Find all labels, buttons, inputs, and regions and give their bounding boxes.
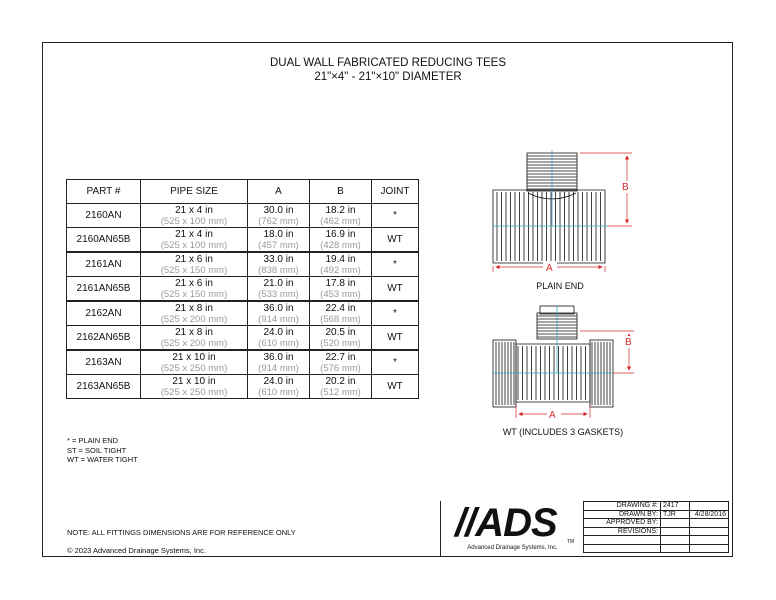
drawn-date: 4/28/2016 xyxy=(690,510,729,519)
dim-b-label-1: B xyxy=(622,182,629,193)
a-mm: (610 mm) xyxy=(258,337,299,349)
b-in: 22.4 in xyxy=(325,302,356,314)
a-mm: (610 mm) xyxy=(258,386,299,398)
pipe-size-mm: (525 x 150 mm) xyxy=(160,264,228,276)
ads-company-name: Advanced Drainage Systems, Inc. xyxy=(467,545,558,551)
drawing-title: DUAL WALL FABRICATED REDUCING TEES xyxy=(269,57,506,69)
drawn-by-value: TJR xyxy=(661,510,690,519)
drawing-subtitle: 21"×4" - 21"×10" DIAMETER xyxy=(314,71,462,83)
legend-soil-tight: ST = SOIL TIGHT xyxy=(67,445,127,455)
pipe-size-in: 21 x 4 in xyxy=(175,228,213,240)
dim-b-label-2: B xyxy=(625,337,632,348)
a-in: 30.0 in xyxy=(263,204,294,216)
drawing-number-value: 2417 xyxy=(661,502,690,511)
dim-a-label-2: A xyxy=(549,410,556,421)
revisions-label: REVISIONS: xyxy=(584,527,661,536)
title-block-row xyxy=(584,544,729,553)
cell-joint: WT xyxy=(372,277,419,302)
approved-by-value xyxy=(661,519,690,528)
ads-logo-mark: //ADS xyxy=(455,501,557,545)
a-in: 21.0 in xyxy=(263,277,294,289)
b-in: 19.4 in xyxy=(325,253,356,265)
cell-joint: * xyxy=(372,350,419,375)
cell-joint: WT xyxy=(372,326,419,351)
wt-tee-drawing xyxy=(493,306,613,407)
b-in: 20.5 in xyxy=(325,326,356,338)
title-block xyxy=(583,501,729,553)
b-mm: (492 mm) xyxy=(320,264,361,276)
a-in: 18.0 in xyxy=(263,228,294,240)
pipe-size-in: 21 x 6 in xyxy=(175,277,213,289)
title-block-row xyxy=(584,502,729,511)
cell-part: 2161AN65B xyxy=(67,277,141,302)
b-mm: (512 mm) xyxy=(320,386,361,398)
ads-logo xyxy=(440,501,584,557)
a-in: 36.0 in xyxy=(263,351,294,363)
header-part: PART # xyxy=(67,180,141,204)
cell-part: 2162AN65B xyxy=(67,326,141,351)
pipe-size-in: 21 x 8 in xyxy=(175,302,213,314)
title-block-row xyxy=(584,510,729,519)
legend-water-tight: WT = WATER TIGHT xyxy=(67,455,138,464)
ads-logo-tm: TM xyxy=(567,539,575,545)
b-mm: (453 mm) xyxy=(320,288,361,300)
drawn-by-label: DRAWN BY: xyxy=(584,510,661,519)
b-mm: (428 mm) xyxy=(320,239,361,251)
cell-joint: * xyxy=(372,301,419,326)
b-in: 22.7 in xyxy=(325,351,356,363)
wt-caption: WT (INCLUDES 3 GASKETS) xyxy=(502,427,624,437)
pipe-size-in: 21 x 10 in xyxy=(172,375,216,387)
plain-end-tee-drawing xyxy=(493,150,608,263)
pipe-size-mm: (525 x 150 mm) xyxy=(160,288,228,300)
pipe-size-in: 21 x 4 in xyxy=(175,204,213,216)
header-pipe-size: PIPE SIZE xyxy=(141,180,248,204)
pipe-size-in: 21 x 8 in xyxy=(175,326,213,338)
pipe-size-mm: (525 x 250 mm) xyxy=(160,386,228,398)
cell-part: 2160AN65B xyxy=(67,228,141,253)
pipe-size-in: 21 x 10 in xyxy=(172,351,216,363)
a-mm: (914 mm) xyxy=(258,362,299,374)
approved-date xyxy=(690,519,729,528)
drawing-number-label: DRAWING #: xyxy=(584,502,661,511)
a-in: 24.0 in xyxy=(263,326,294,338)
pipe-size-in: 21 x 6 in xyxy=(175,253,213,265)
cell-part: 2161AN xyxy=(67,252,141,277)
cell-joint: WT xyxy=(372,228,419,253)
a-in: 36.0 in xyxy=(263,302,294,314)
cell-part: 2160AN xyxy=(67,204,141,228)
drawing-number-extra xyxy=(690,502,729,511)
a-in: 33.0 in xyxy=(263,253,294,265)
header-a: A xyxy=(248,180,310,204)
pipe-size-mm: (525 x 100 mm) xyxy=(160,239,228,251)
a-in: 24.0 in xyxy=(263,375,294,387)
b-mm: (520 mm) xyxy=(320,337,361,349)
pipe-size-mm: (525 x 250 mm) xyxy=(160,362,228,374)
cell-joint: * xyxy=(372,252,419,277)
cell-joint: WT xyxy=(372,375,419,399)
header-b: B xyxy=(310,180,372,204)
b-mm: (568 mm) xyxy=(320,313,361,325)
title-block-row xyxy=(584,519,729,528)
revisions-value xyxy=(661,527,690,536)
a-mm: (762 mm) xyxy=(258,215,299,227)
cell-part: 2162AN xyxy=(67,301,141,326)
pipe-size-mm: (525 x 100 mm) xyxy=(160,215,228,227)
a-mm: (533 mm) xyxy=(258,288,299,300)
plain-end-caption: PLAIN END xyxy=(536,281,584,291)
title-block-row xyxy=(584,536,729,545)
a-mm: (838 mm) xyxy=(258,264,299,276)
b-mm: (462 mm) xyxy=(320,215,361,227)
copyright: © 2023 Advanced Drainage Systems, Inc. xyxy=(67,546,206,555)
header-joint: JOINT xyxy=(372,180,419,204)
pipe-size-mm: (525 x 200 mm) xyxy=(160,313,228,325)
approved-by-label: APPROVED BY: xyxy=(584,519,661,528)
a-mm: (457 mm) xyxy=(258,239,299,251)
legend-plain-end: * = PLAIN END xyxy=(67,436,119,445)
cell-part: 2163AN xyxy=(67,350,141,375)
reference-note: NOTE: ALL FITTINGS DIMENSIONS ARE FOR REFERENCE ONLY xyxy=(67,528,296,537)
pipe-size-mm: (525 x 200 mm) xyxy=(160,337,228,349)
revisions-date xyxy=(690,527,729,536)
cell-joint: * xyxy=(372,204,419,228)
cell-part: 2163AN65B xyxy=(67,375,141,399)
b-in: 18.2 in xyxy=(325,204,356,216)
b-mm: (576 mm) xyxy=(320,362,361,374)
b-in: 16.9 in xyxy=(325,228,356,240)
a-mm: (914 mm) xyxy=(258,313,299,325)
title-block-row xyxy=(584,527,729,536)
b-in: 20.2 in xyxy=(325,375,356,387)
dim-a-label-1: A xyxy=(546,263,553,274)
b-in: 17.8 in xyxy=(325,277,356,289)
